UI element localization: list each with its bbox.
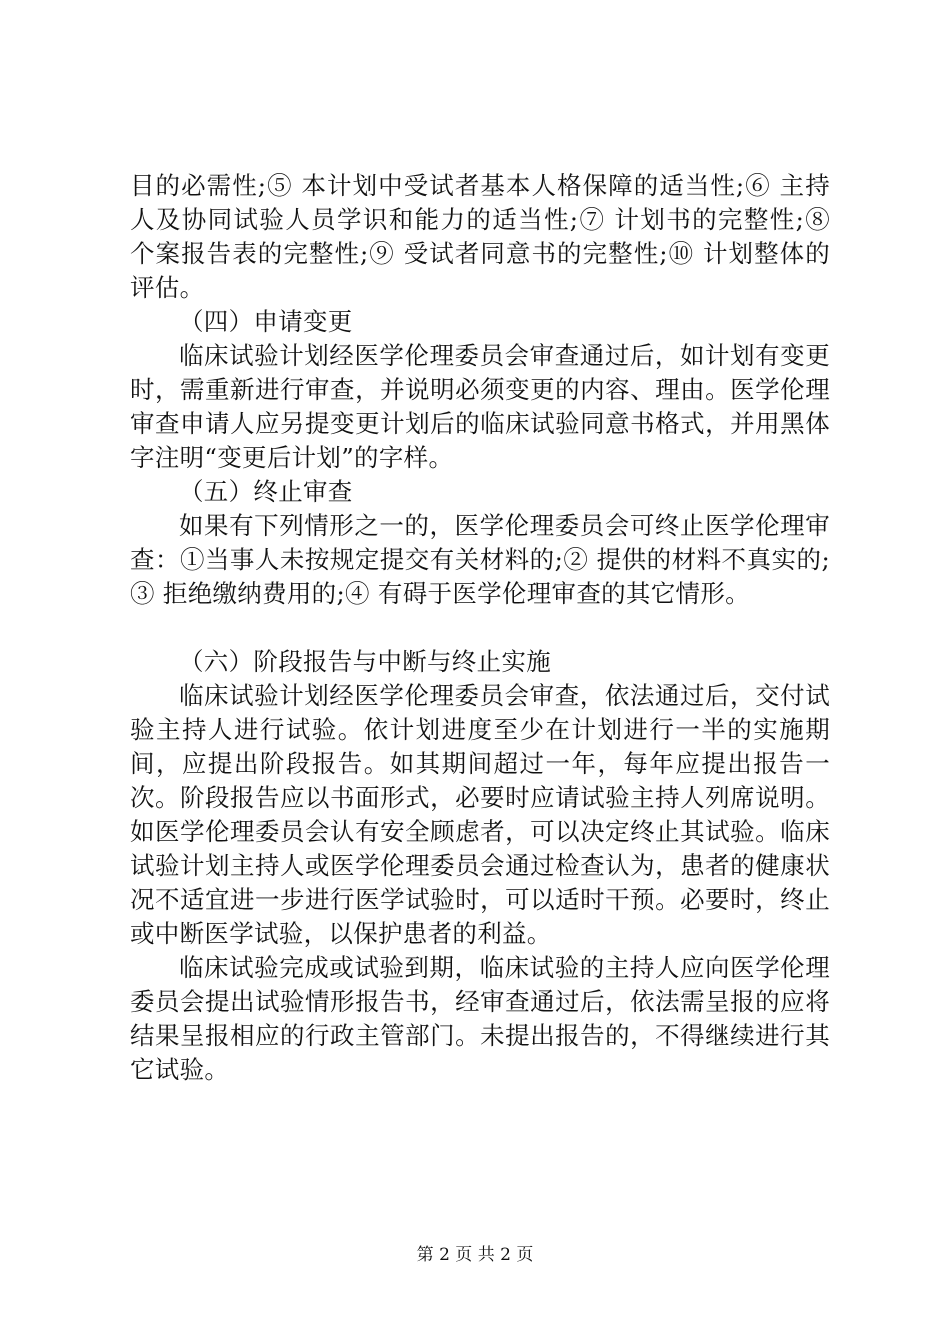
page-footer: 第 2 页 共 2 页 [416, 1245, 534, 1265]
section-heading-4: （四）申请变更 [179, 307, 353, 336]
paragraph-section-6b: 临床试验完成或试验到期，临床试验的主持人应向医学伦理委员会提出试验情形报告书，经审查通过后，依法需呈报的应将结果呈报相应的行政主管部门。未提出报告的，不得继续进行其它试验。 [130, 953, 830, 1084]
document-body [130, 169, 830, 1087]
paragraph-section-6a: 临床试验计划经医学伦理委员会审查，依法通过后，交付试验主持人进行试验。依计划进度至少在计划进行一半的实施期间，应提出阶段报告。如其期间超过一年，每年应提出报告一次。阶段报告应以书面形式，必要时应请试验主持人列席说明。如医学伦理委员会认有安全顾虑者，可以决定终止其试验。临床试验计划主持人或医学伦理委员会通过检查认为，患者的健康状况不适宜进一步进行医学试验时，可以适时干预。必要时，终止或中断医学试验，以保护患者的利益。 [130, 681, 830, 948]
section-heading-6: （六）阶段报告与中断与终止实施 [179, 647, 551, 676]
paragraph-continued: 目的必需性;⑤ 本计划中受试者基本人格保障的适当性;⑥ 主持人及协同试验人员学识和能力的适当性;⑦ 计划书的完整性;⑧ 个案报告表的完整性;⑨ 受试者同意书的完整性;⑩ 计划整体的评估。 [130, 171, 830, 302]
paragraph-section-5: 如果有下列情形之一的，医学伦理委员会可终止医学伦理审查：①当事人未按规定提交有关材料的;② 提供的材料不真实的;③ 拒绝缴纳费用的;④ 有碍于医学伦理审查的其它情形。 [130, 511, 830, 608]
paragraph-section-4: 临床试验计划经医学伦理委员会审查通过后，如计划有变更时，需重新进行审查，并说明必须变更的内容、理由。医学伦理审查申请人应另提变更计划后的临床试验同意书格式，并用黑体字注明“变更后计划”的字样。 [130, 341, 830, 472]
blank-line [130, 611, 830, 645]
section-heading-5: （五）终止审查 [179, 477, 353, 506]
